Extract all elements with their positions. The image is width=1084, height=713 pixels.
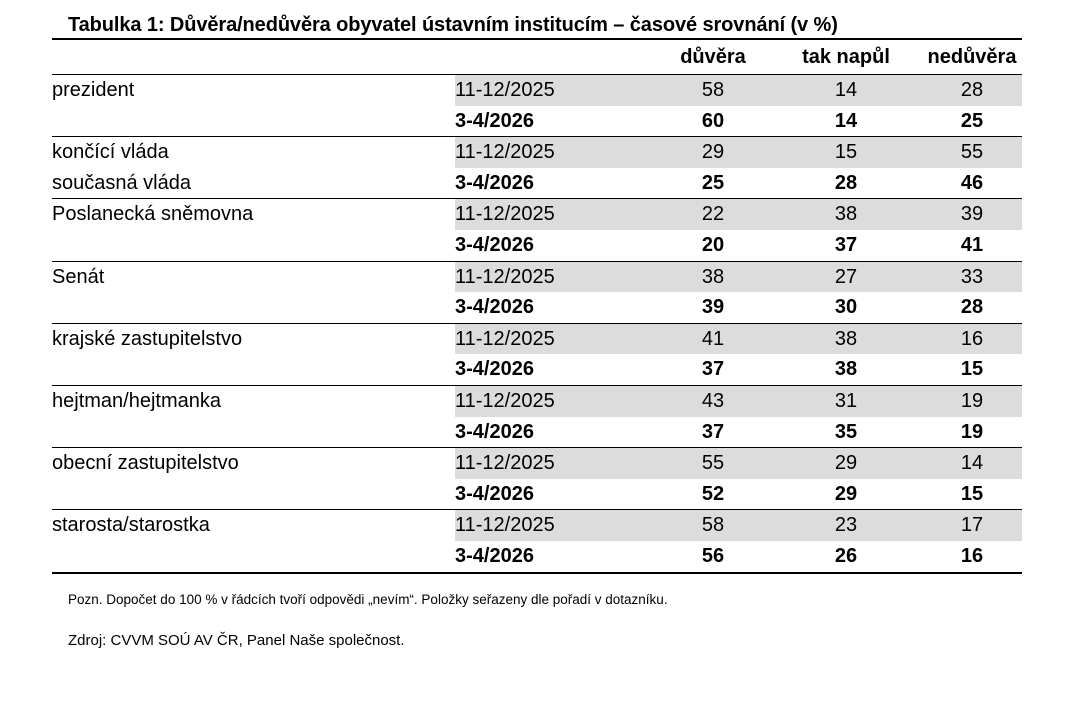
- table-row: [52, 448, 1022, 479]
- footnote: Pozn. Dopočet do 100 % v řádcích tvoří odpovědi „nevím“. Položky seřazeny dle pořadí v dotazníku.: [68, 592, 668, 607]
- institution-blank: [52, 479, 455, 510]
- half-cell: 27: [770, 261, 922, 292]
- period-cell: 11-12/2025: [455, 261, 656, 292]
- distrust-cell: 28: [922, 75, 1022, 106]
- trust-table-body: [52, 41, 1022, 573]
- table-row: [52, 510, 1022, 541]
- period-cell: 11-12/2025: [455, 448, 656, 479]
- title-rule: [52, 38, 1022, 40]
- distrust-cell: 39: [922, 199, 1022, 230]
- table-row: [52, 541, 1022, 573]
- table-row: [52, 292, 1022, 323]
- distrust-cell: 28: [922, 292, 1022, 323]
- distrust-cell: 19: [922, 417, 1022, 448]
- half-cell: 23: [770, 510, 922, 541]
- trust-cell: 29: [656, 137, 770, 168]
- period-cell: 11-12/2025: [455, 385, 656, 416]
- half-cell: 29: [770, 479, 922, 510]
- institution-name: prezident: [52, 79, 135, 101]
- distrust-cell: 19: [922, 385, 1022, 416]
- period-cell: 3-4/2026: [455, 106, 656, 137]
- trust-cell: 20: [656, 230, 770, 261]
- table-row: [52, 75, 1022, 106]
- institution-blank: [52, 292, 455, 323]
- half-cell: 14: [770, 106, 922, 137]
- institution-blank: [52, 541, 455, 573]
- table-row: [52, 106, 1022, 137]
- distrust-cell: 16: [922, 541, 1022, 573]
- period-cell: 11-12/2025: [455, 323, 656, 354]
- column-header-trust: důvěra: [656, 41, 770, 75]
- trust-cell: 37: [656, 417, 770, 448]
- trust-cell: 22: [656, 199, 770, 230]
- distrust-cell: 15: [922, 354, 1022, 385]
- table-row: [52, 230, 1022, 261]
- distrust-cell: 14: [922, 448, 1022, 479]
- header-row: [52, 41, 1022, 75]
- period-cell: 3-4/2026: [455, 230, 656, 261]
- table-title: Tabulka 1: Důvěra/nedůvěra obyvatel ústavním institucím – časové srovnání (v %): [68, 14, 838, 36]
- table-row: [52, 261, 1022, 292]
- table-row: [52, 137, 1022, 168]
- half-cell: 37: [770, 230, 922, 261]
- institution-blank: [52, 417, 455, 448]
- column-header-half: tak napůl: [770, 41, 922, 75]
- half-cell: 29: [770, 448, 922, 479]
- half-cell: 38: [770, 323, 922, 354]
- institution-name: současná vláda: [52, 168, 455, 199]
- trust-cell: 41: [656, 323, 770, 354]
- distrust-cell: 41: [922, 230, 1022, 261]
- trust-cell: 37: [656, 354, 770, 385]
- period-cell: 3-4/2026: [455, 292, 656, 323]
- period-cell: 3-4/2026: [455, 168, 656, 199]
- distrust-cell: 16: [922, 323, 1022, 354]
- institution-name: krajské zastupitelstvo: [52, 327, 243, 350]
- period-cell: 11-12/2025: [455, 75, 656, 106]
- header-blank: [52, 41, 455, 75]
- table-row: [52, 199, 1022, 230]
- trust-cell: 25: [656, 168, 770, 199]
- trust-cell: 38: [656, 261, 770, 292]
- half-cell: 35: [770, 417, 922, 448]
- trust-table: [52, 41, 1022, 574]
- trust-cell: 52: [656, 479, 770, 510]
- period-cell: 11-12/2025: [455, 510, 656, 541]
- trust-cell: 58: [656, 510, 770, 541]
- half-cell: 38: [770, 199, 922, 230]
- period-cell: 11-12/2025: [455, 199, 656, 230]
- distrust-cell: 15: [922, 479, 1022, 510]
- period-cell: 3-4/2026: [455, 479, 656, 510]
- table-row: [52, 354, 1022, 385]
- half-cell: 30: [770, 292, 922, 323]
- half-cell: 15: [770, 137, 922, 168]
- header-period-blank: [455, 41, 656, 75]
- half-cell: 26: [770, 541, 922, 573]
- distrust-cell: 17: [922, 510, 1022, 541]
- trust-cell: 56: [656, 541, 770, 573]
- table-row: [52, 479, 1022, 510]
- half-cell: 31: [770, 385, 922, 416]
- institution-name: Poslanecká sněmovna: [52, 203, 254, 226]
- period-cell: 11-12/2025: [455, 137, 656, 168]
- institution-blank: [52, 106, 455, 137]
- distrust-cell: 33: [922, 261, 1022, 292]
- table-row: [52, 385, 1022, 416]
- institution-name: obecní zastupitelstvo: [52, 452, 239, 475]
- trust-cell: 60: [656, 106, 770, 137]
- institution-name: starosta/starostka: [52, 514, 210, 537]
- institution-blank: [52, 230, 455, 261]
- trust-cell: 55: [656, 448, 770, 479]
- institution-name: Senát: [52, 265, 105, 288]
- half-cell: 28: [770, 168, 922, 199]
- trust-cell: 39: [656, 292, 770, 323]
- column-header-distrust: nedůvěra: [922, 41, 1022, 75]
- distrust-cell: 46: [922, 168, 1022, 199]
- period-cell: 3-4/2026: [455, 541, 656, 573]
- source-note: Zdroj: CVVM SOÚ AV ČR, Panel Naše společnost.: [68, 632, 405, 649]
- table-row: [52, 417, 1022, 448]
- distrust-cell: 25: [922, 106, 1022, 137]
- institution-name: končící vláda: [52, 141, 169, 164]
- trust-cell: 43: [656, 385, 770, 416]
- period-cell: 3-4/2026: [455, 354, 656, 385]
- half-cell: 38: [770, 354, 922, 385]
- institution-name: hejtman/hejtmanka: [52, 389, 221, 412]
- half-cell: 14: [770, 75, 922, 106]
- trust-cell: 58: [656, 75, 770, 106]
- table-row: [52, 168, 1022, 199]
- institution-blank: [52, 354, 455, 385]
- period-cell: 3-4/2026: [455, 417, 656, 448]
- table-row: [52, 323, 1022, 354]
- distrust-cell: 55: [922, 137, 1022, 168]
